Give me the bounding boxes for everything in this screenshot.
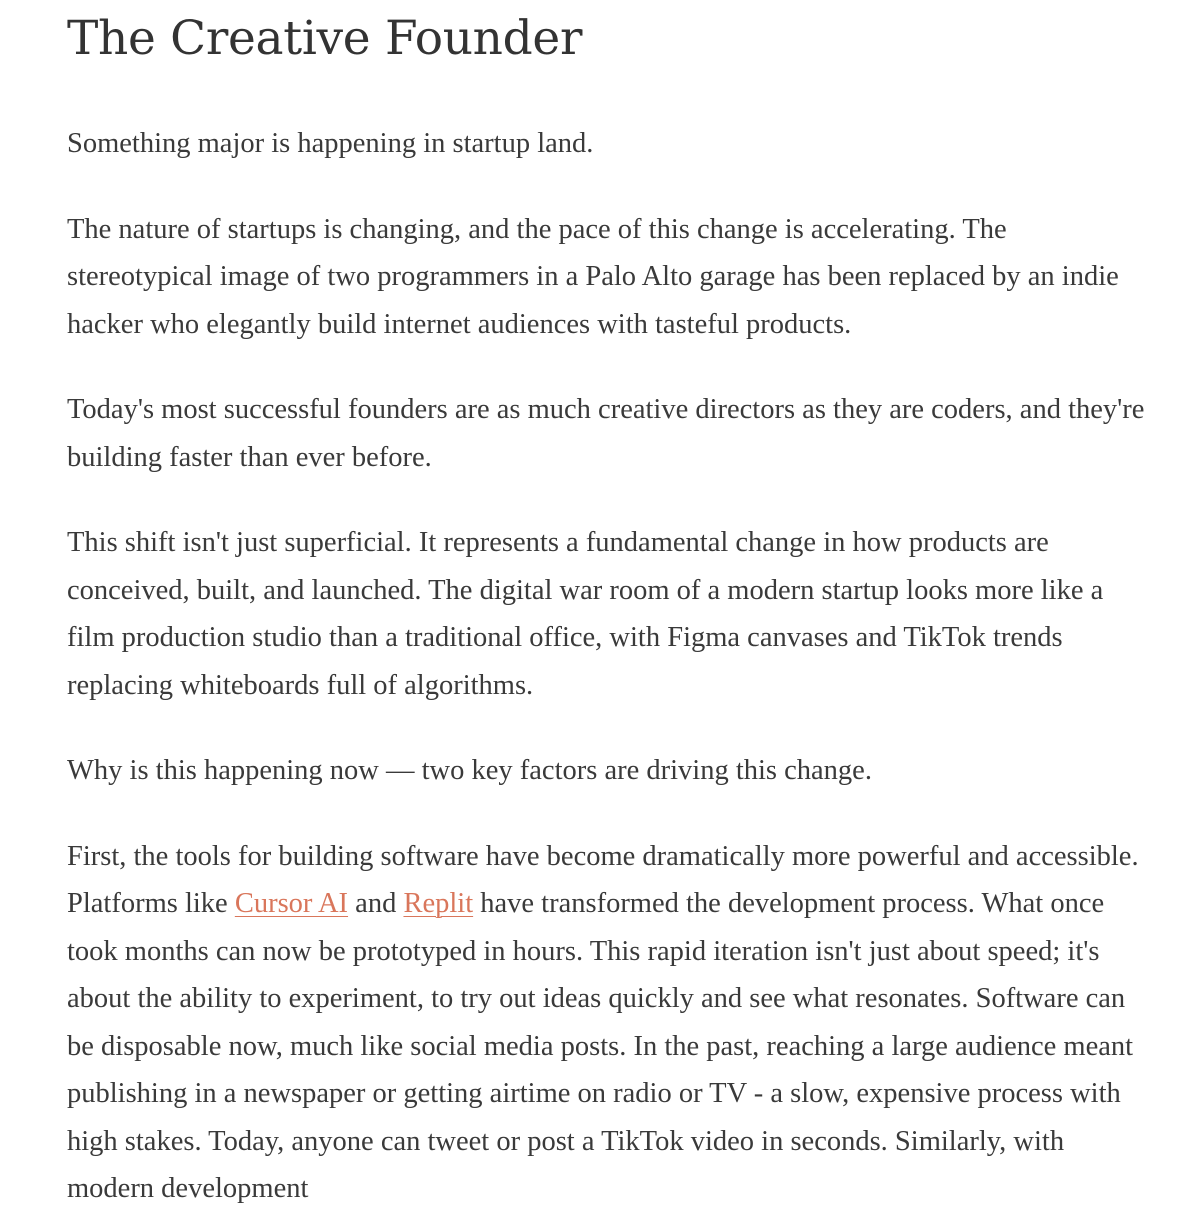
paragraph-tools-text-3: have transformed the development process. What once took months can now be prototyped in hours. This rapid iteration isn't just about speed; it's about the ability to experiment, to try out ideas quickly and see what resonates. Software can be disposable now, much like social media posts. In the past, reaching a large audience meant publishing in a newspaper or getting airtime on radio or TV - a slow, expensive process with high stakes. Today, anyone can tweet or post a TikTok video in seconds. Similarly, with modern development: [67, 888, 1134, 1204]
article: [67, 0, 1147, 1213]
cursor-ai-link[interactable]: Cursor AI: [234, 888, 349, 919]
article-title: The Creative Founder: [67, 11, 583, 66]
paragraph-tools-text-1: First, the tools for building software have become dramatically more powerful and accessible. Platforms like: [67, 840, 1139, 919]
paragraph-why-now: Why is this happening now — two key factors are driving this change.: [67, 755, 872, 786]
paragraph-intro: Something major is happening in startup land.: [67, 128, 594, 159]
paragraph-shift: This shift isn't just superficial. It represents a fundamental change in how products are conceived, built, and launched. The digital war room of a modern startup looks more like a film production studio than a traditional office, with Figma canvases and TikTok trends replacing whiteboards full of algorithms.: [67, 527, 1104, 701]
paragraph-tools: [67, 833, 1147, 1213]
paragraph-creative-directors: Today's most successful founders are as much creative directors as they are coders, and they're building faster than ever before.: [67, 394, 1145, 473]
paragraph-nature-of-startups: The nature of startups is changing, and the pace of this change is accelerating. The stereotypical image of two programmers in a Palo Alto garage has been replaced by an indie hacker who elegantly build internet audiences with tasteful products.: [67, 213, 1119, 340]
paragraph-tools-text-2: and: [348, 888, 404, 919]
replit-link[interactable]: Replit: [403, 888, 474, 919]
